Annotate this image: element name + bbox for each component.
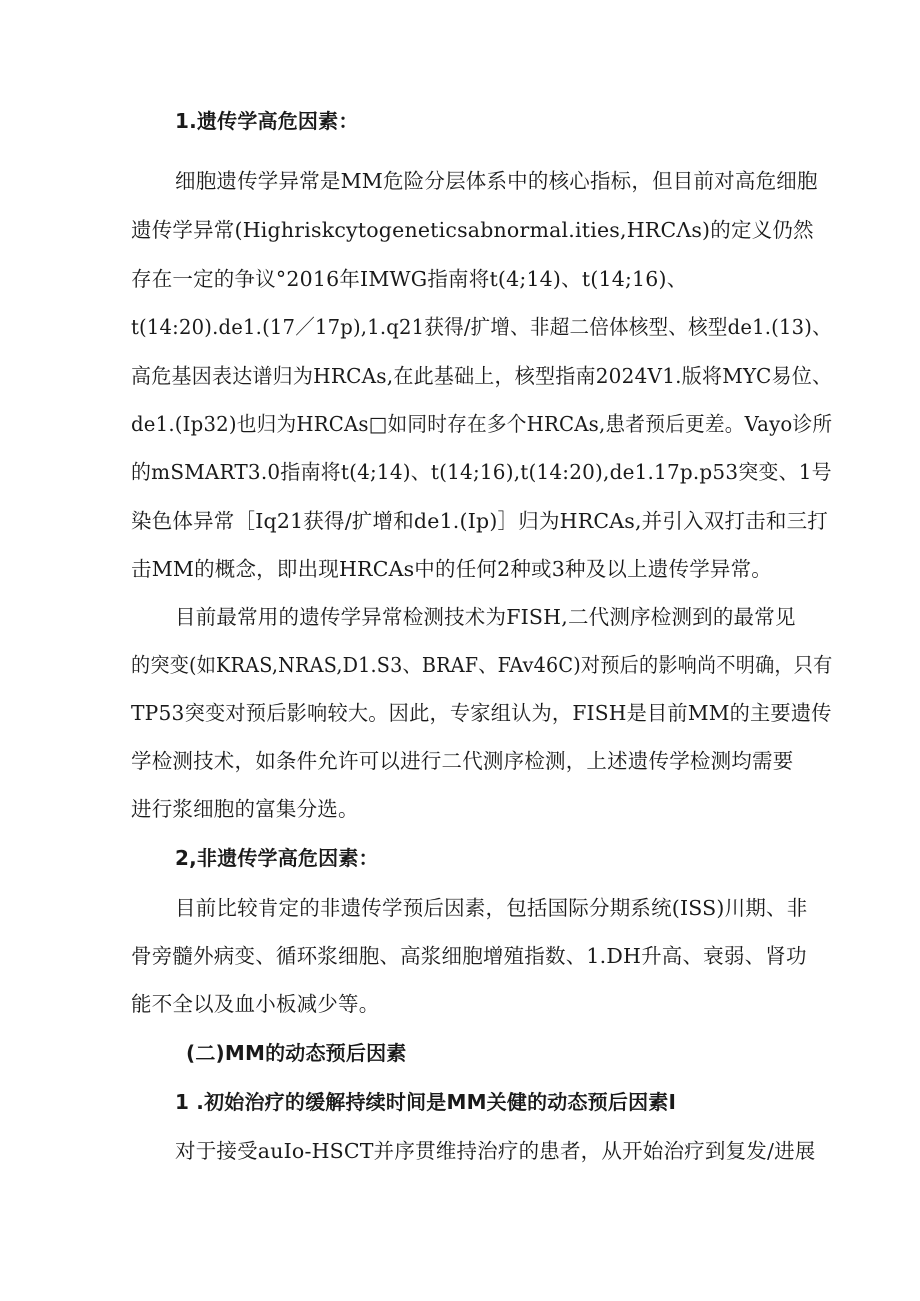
paragraph-line: 击MM的概念，即出现HRCAs中的任何2种或3种及以上遗传学异常。 <box>131 557 772 581</box>
paragraph-line: 目前最常用的遗传学异常检测技术为FISH,二代测序检测到的最常见 <box>175 605 796 629</box>
paragraph-line: t(14:20).de1.(17／17p),1.q21获得/扩增、非超二倍体核型、核型de1.(13)、 <box>131 315 832 339</box>
paragraph-line: 能不全以及血小板减少等。 <box>131 992 380 1016</box>
paragraph-line: 细胞遗传学异常是MM危险分层体系中的核心指标，但目前对高危细胞 <box>175 169 818 193</box>
paragraph-line: TP53突变对预后影响较大。因此，专家组认为，FISH是目前MM的主要遗传 <box>131 701 832 725</box>
paragraph-line: 学检测技术，如条件允许可以进行二代测序检测，上述遗传学检测均需要 <box>131 749 794 773</box>
paragraph-line: 存在一定的争议°2016年IMWG指南将t(4;14)、t(14;16)、 <box>131 267 688 291</box>
subheading-remission-duration: 1 .初始治疗的缓解持续时间是MM关健的动态预后因素I <box>175 1090 677 1114</box>
paragraph-line: 目前比较肯定的非遗传学预后因素，包括国际分期系统(ISS)川期、非 <box>175 896 808 920</box>
section-heading-nongenetic-risk: 2,非遗传学高危因素： <box>175 846 379 870</box>
paragraph-line: 遗传学异常(Highriskcytogeneticsabnormal.ities,HRCΛs)的定义仍然 <box>131 218 814 242</box>
paragraph-line: 骨旁髓外病变、循环浆细胞、高浆细胞增殖指数、1.DH升高、衰弱、肾功 <box>131 944 807 968</box>
section-heading-dynamic-prognosis: (二)MM的动态预后因素 <box>186 1041 407 1065</box>
paragraph-line: 染色体异常［Iq21获得/扩增和de1.(Ip)］归为HRCAs,并引入双打击和三打 <box>131 509 828 533</box>
paragraph-line: 高危基因表达谱归为HRCAs,在此基础上，核型指南2024V1.版将MYC易位、 <box>131 364 833 388</box>
paragraph-line: 的mSMART3.0指南将t(4;14)、t(14;16),t(14:20),de1.17p.p53突变、1号 <box>131 460 832 484</box>
paragraph-line: 的突变(如KRAS,NRAS,D1.S3、BRAF、FAv46C)对预后的影响尚不明确，只有 <box>131 653 833 677</box>
section-heading-genetic-risk: 1.遗传学高危因素： <box>175 109 359 133</box>
paragraph-line: de1.(Ip32)也归为HRCAs□如同时存在多个HRCAs,患者预后更差。Vayo诊所 <box>131 412 833 436</box>
paragraph-line: 进行浆细胞的富集分选。 <box>131 797 359 821</box>
paragraph-line: 对于接受auIo-HSCT并序贯维持治疗的患者，从开始治疗到复发/进展 <box>175 1139 816 1163</box>
